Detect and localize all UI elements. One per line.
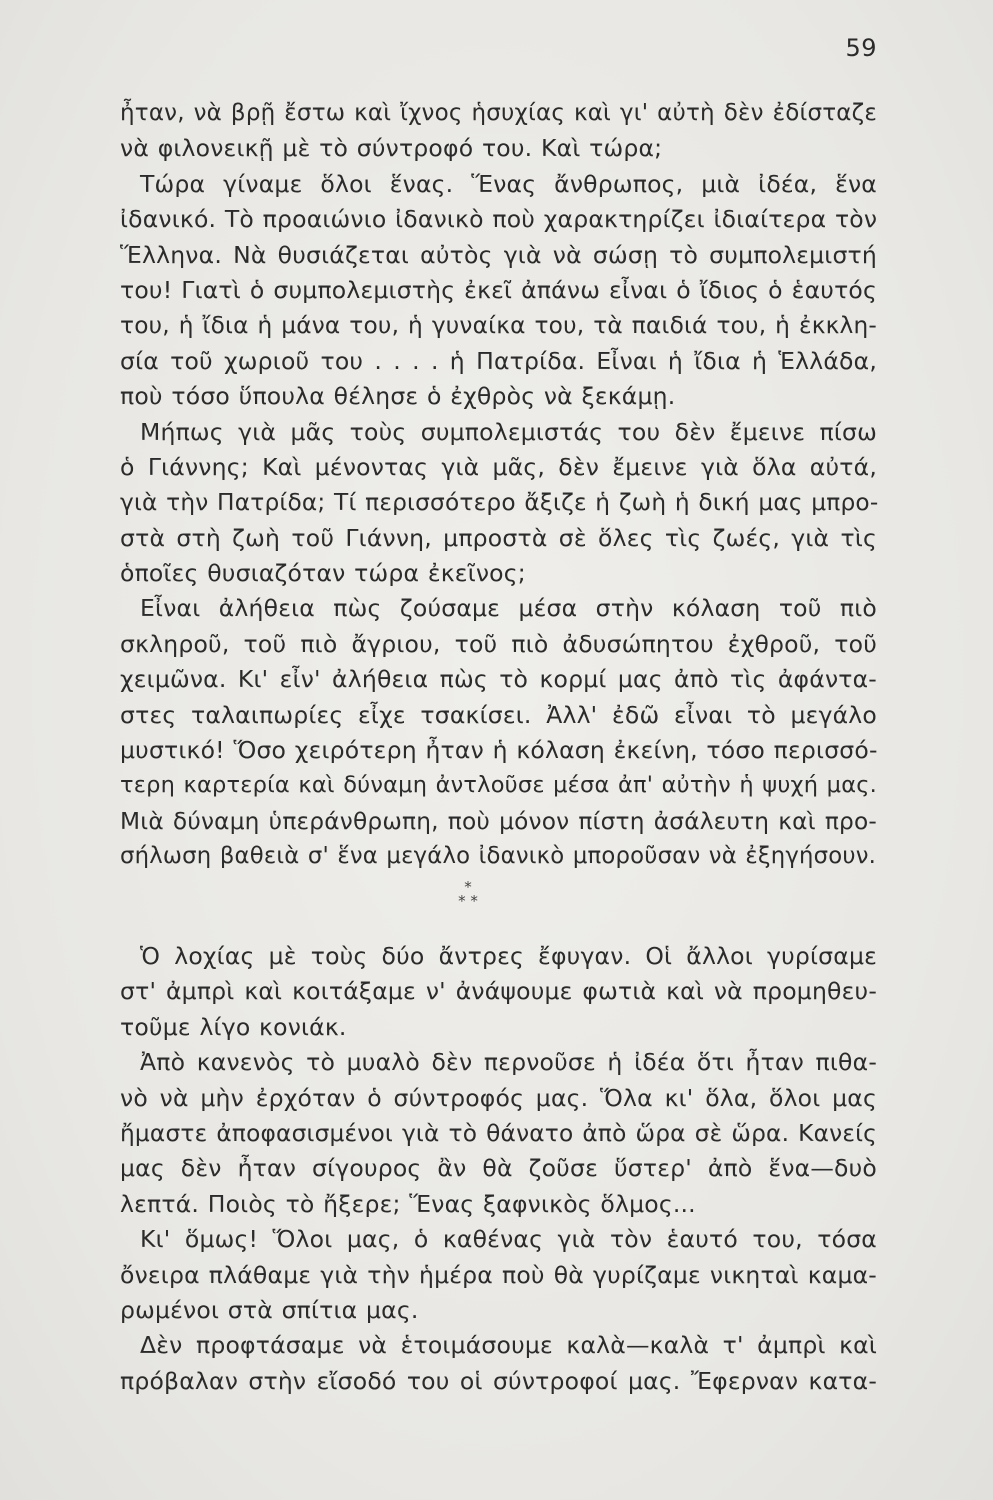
- text-line: του! Γιατὶ ὁ συμπολεμιστὴς ἐκεῖ ἀπάνω εἶναι ὁ ἴδιος ὁ ἑαυτός: [120, 275, 877, 304]
- text-line: πρόβαλαν στὴν εἴσοδό του οἱ σύντροφοί μας. Ἔφερναν κατα-: [120, 1366, 877, 1395]
- text-line: ὁποῖες θυσιαζόταν τώρα ἐκεῖνος;: [120, 559, 526, 588]
- text-line: του, ἡ ἴδια ἡ μάνα του, ἡ γυναίκα του, τὰ παιδιά του, ἡ ἐκκλη-: [120, 312, 877, 340]
- text-line: σία τοῦ χωριοῦ του . . . . ἡ Πατρίδα. Εἶναι ἡ ἴδια ἡ Ἑλλάδα,: [120, 346, 877, 375]
- text-line: Δὲν προφτάσαμε νὰ ἑτοιμάσουμε καλὰ—καλὰ τ' ἀμπρὶ καὶ: [140, 1331, 877, 1360]
- text-line: Μήπως γιὰ μᾶς τοὺς συμπολεμιστάς του δὲν ἔμεινε πίσω: [140, 417, 877, 446]
- text-line: Ἀπὸ κανενὸς τὸ μυαλὸ δὲν περνοῦσε ἡ ἰδέα ὅτι ἦταν πιθα-: [140, 1048, 877, 1077]
- section-break: [448, 880, 488, 908]
- text-line: ὄνειρα πλάθαμε γιὰ τὴν ἡμέρα ποὺ θὰ γυρίζαμε νικηταὶ καμα-: [120, 1260, 877, 1289]
- text-line: τερη καρτερία καὶ δύναμη ἀντλοῦσε μέσα ἀπ' αὐτὴν ἡ ψυχή μας.: [120, 772, 877, 799]
- text-block-1: [120, 96, 877, 875]
- text-line: Ἕλληνα. Νὰ θυσιάζεται αὐτὸς γιὰ νὰ σώσῃ τὸ συμπολεμιστή: [120, 240, 877, 269]
- text-line: Κι' ὅμως! Ὅλοι μας, ὁ καθένας γιὰ τὸν ἑαυτό του, τόσα: [140, 1225, 877, 1254]
- text-line: γιὰ τὴν Πατρίδα; Τί περισσότερο ἄξιζε ἡ ζωὴ ἡ δική μας μπρο-: [120, 489, 879, 517]
- text-line: νὸ νὰ μὴν ἐρχόταν ὁ σύντροφός μας. Ὅλα κι' ὅλα, ὅλοι μας: [120, 1083, 877, 1112]
- text-line: σήλωση βαθειὰ σ' ἕνα μεγάλο ἰδανικὸ μποροῦσαν νὰ ἐξηγήσουν.: [120, 843, 877, 870]
- text-line: χειμῶνα. Κι' εἶν' ἀλήθεια πὼς τὸ κορμί μας ἀπὸ τὶς ἀφάντα-: [120, 665, 877, 694]
- text-line: ρωμένοι στὰ σπίτια μας.: [120, 1295, 419, 1324]
- text-line: Τώρα γίναμε ὅλοι ἕνας. Ἕνας ἄνθρωπος, μιὰ ἰδέα, ἕνα: [140, 169, 877, 198]
- asterism-top: *: [464, 878, 472, 896]
- text-line: λεπτά. Ποιὸς τὸ ἤξερε; Ἕνας ξαφνικὸς ὅλμος...: [120, 1189, 696, 1218]
- text-line: Μιὰ δύναμη ὑπεράνθρωπη, ποὺ μόνον πίστη ἀσάλευτη καὶ προ-: [120, 807, 877, 835]
- text-line: Ὁ λοχίας μὲ τοὺς δύο ἄντρες ἔφυγαν. Οἱ ἄλλοι γυρίσαμε: [140, 942, 877, 970]
- text-line: τοῦμε λίγο κονιάκ.: [120, 1012, 347, 1041]
- page-number: 59: [845, 34, 877, 62]
- text-line: στ' ἀμπρὶ καὶ κοιτάξαμε ν' ἀνάψουμε φωτιὰ καὶ νὰ προμηθευ-: [120, 977, 877, 1006]
- text-line: ὁ Γιάννης; Καὶ μένοντας γιὰ μᾶς, δὲν ἔμεινε γιὰ ὅλα αὐτά,: [120, 452, 877, 481]
- text-line: ποὺ τόσο ὕπουλα θέλησε ὁ ἐχθρὸς νὰ ξεκάμῃ.: [120, 382, 676, 411]
- text-line: Εἶναι ἀλήθεια πὼς ζούσαμε μέσα στὴν κόλαση τοῦ πιὸ: [140, 594, 877, 623]
- text-line: σκληροῦ, τοῦ πιὸ ἄγριου, τοῦ πιὸ ἀδυσώπητου ἐχθροῦ, τοῦ: [120, 629, 877, 658]
- text-line: ἦταν, νὰ βρῇ ἔστω καὶ ἴχνος ἡσυχίας καὶ γι' αὐτὴ δὲν ἐδίσταζε: [120, 100, 877, 126]
- text-line: νὰ φιλονεικῇ μὲ τὸ σύντροφό του. Καὶ τώρα;: [120, 134, 663, 163]
- text-line: στες ταλαιπωρίες εἶχε τσακίσει. Ἀλλ' ἐδῶ εἶναι τὸ μεγάλο: [120, 700, 877, 729]
- text-line: μυστικό! Ὅσο χειρότερη ἦταν ἡ κόλαση ἐκείνη, τόσο περισσό-: [120, 736, 878, 765]
- text-line: μας δὲν ἦταν σίγουρος ἂν θὰ ζοῦσε ὕστερ' ἀπὸ ἕνα—δυὸ: [120, 1154, 877, 1183]
- text-line: ἤμαστε ἀποφασισμένοι γιὰ τὸ θάνατο ἀπὸ ὥρα σὲ ὥρα. Κανείς: [120, 1119, 877, 1147]
- text-line: ἰδανικό. Τὸ προαιώνιο ἰδανικὸ ποὺ χαρακτηρίζει ἰδιαίτερα τὸν: [120, 205, 878, 234]
- asterism-bottom: * *: [458, 892, 478, 910]
- text-block-2: [120, 939, 877, 1399]
- text-line: στὰ στὴ ζωὴ τοῦ Γιάννη, μπροστὰ σὲ ὅλες τὶς ζωές, γιὰ τὶς: [120, 523, 877, 552]
